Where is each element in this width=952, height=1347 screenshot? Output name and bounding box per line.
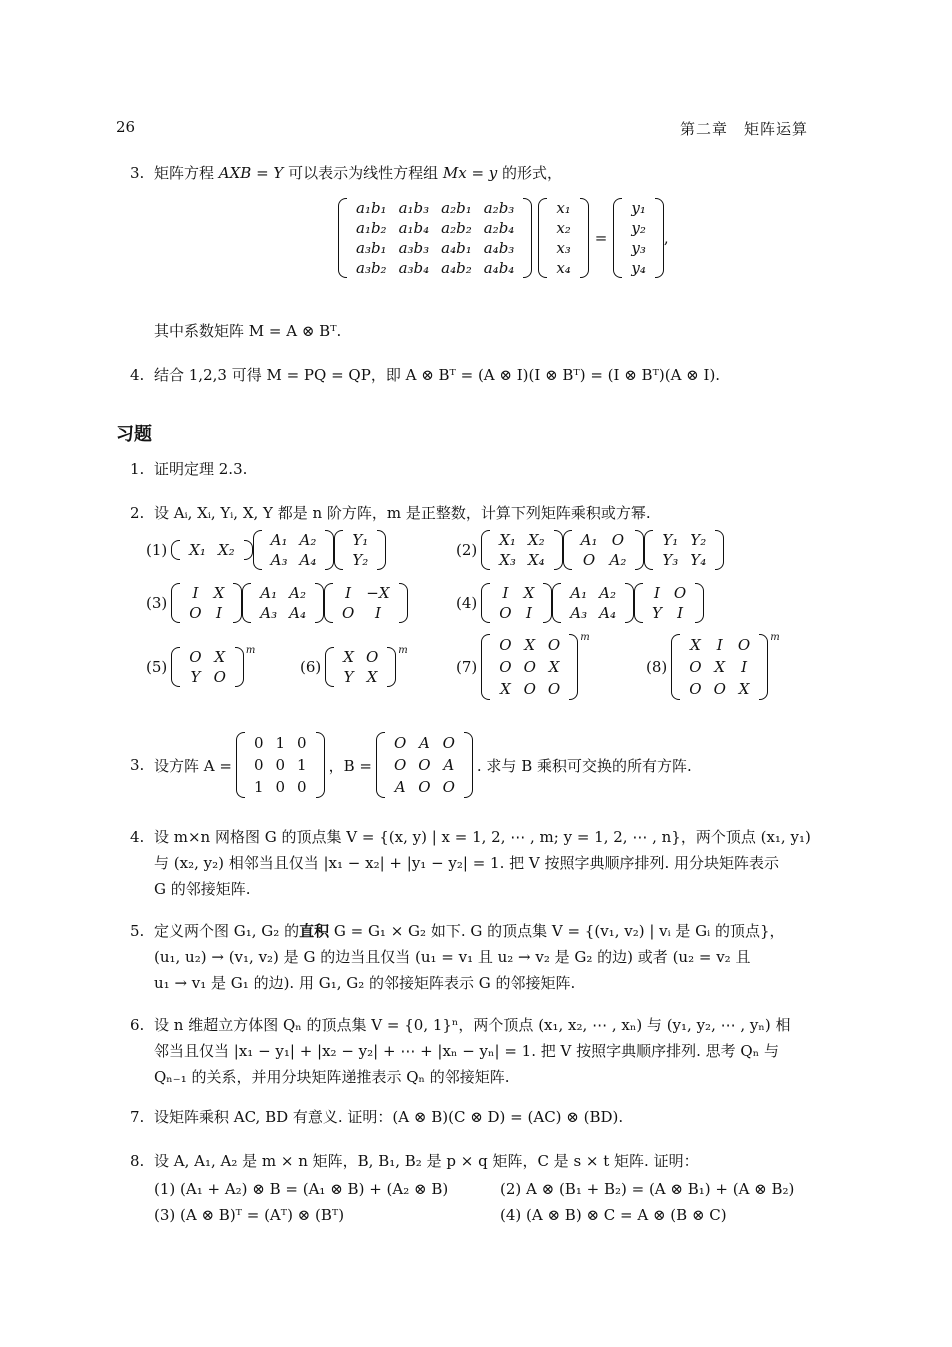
- right-bracket: [523, 198, 532, 278]
- left-bracket: [253, 530, 262, 570]
- equation: Mx = y: [442, 164, 498, 182]
- item-3: [130, 160, 842, 186]
- chapter-header: 第二章 矩阵运算: [680, 120, 809, 138]
- item-number: 4.: [130, 828, 145, 846]
- right-bracket: [233, 583, 242, 623]
- matrix-cell: O: [365, 648, 379, 666]
- right-bracket: [464, 732, 473, 798]
- left-bracket: [324, 583, 333, 623]
- matrix-cell: I: [677, 604, 683, 622]
- matrix: [324, 583, 408, 623]
- matrix-b: [376, 732, 473, 798]
- matrix-cell: O: [499, 658, 512, 676]
- matrix-cell: Y: [190, 668, 201, 686]
- right-bracket: [543, 583, 552, 623]
- exercise-2: [130, 500, 842, 526]
- matrix: [634, 583, 704, 623]
- matrix-cell: X: [523, 584, 535, 602]
- matrix-cell: Y₁: [662, 531, 679, 549]
- left-bracket: [236, 732, 245, 798]
- matrix-cell: I: [374, 604, 381, 622]
- matrix-cell: O: [418, 778, 431, 796]
- matrix-cell: I: [525, 604, 532, 622]
- proof-part-3: (3) (A ⊗ B)ᵀ = (Aᵀ) ⊗ (Bᵀ): [154, 1206, 345, 1224]
- right-bracket: [554, 530, 563, 570]
- matrix-cell: A₂: [609, 551, 627, 569]
- matrix-cell: O: [499, 604, 512, 622]
- left-bracket: [325, 647, 334, 687]
- matrix-cell: X: [738, 680, 750, 698]
- matrix-cell: O: [611, 531, 625, 549]
- matrix-cell: A₁: [580, 531, 598, 549]
- item-text: 矩阵方程: [154, 164, 219, 182]
- matrix-cell: O: [418, 756, 431, 774]
- item-number: 2.: [130, 504, 145, 522]
- matrix-cell: X: [690, 636, 701, 654]
- x-vector: [538, 198, 588, 278]
- matrix: [325, 647, 396, 687]
- left-bracket: [671, 634, 680, 700]
- right-bracket: [635, 530, 644, 570]
- left-bracket: [242, 583, 251, 623]
- left-bracket: [481, 583, 490, 623]
- right-bracket: [759, 634, 768, 700]
- part-3: [146, 583, 408, 623]
- item-number: 3.: [130, 756, 145, 774]
- matrix: [334, 530, 386, 570]
- matrix-cell: I: [345, 584, 352, 602]
- matrix: [481, 634, 578, 700]
- matrix-cell: I: [653, 584, 660, 602]
- item-line: 与 (x₂, y₂) 相邻当且仅当 |x₁ − x₂| + |y₁ − y₂| = 1. 把 V 按照字典顺序排列. 用分块矩阵表示: [154, 854, 780, 872]
- matrix-cell: X₄: [527, 551, 545, 569]
- part-8: [646, 634, 780, 700]
- matrix-cell: I: [716, 636, 723, 654]
- matrix: [644, 530, 724, 570]
- matrix: [481, 530, 562, 570]
- matrix-cell: X₁: [499, 531, 516, 549]
- matrix-cell: A₃: [260, 604, 278, 622]
- vector-cell: y₃: [631, 239, 646, 257]
- right-bracket: [315, 583, 324, 623]
- matrix-a: [236, 732, 325, 798]
- matrix-cell: 1: [253, 778, 264, 796]
- matrix-cell: a₁b₄: [398, 219, 430, 237]
- matrix-cell: 0: [253, 756, 264, 774]
- part-1: [146, 530, 386, 570]
- matrix-cell: 0: [275, 778, 286, 796]
- matrix-cell: O: [213, 668, 226, 686]
- exercise-4: [130, 824, 842, 902]
- matrix-cell: O: [393, 756, 407, 774]
- left-bracket: [171, 647, 180, 687]
- left-bracket: [376, 732, 385, 798]
- item-text: 可以表示为线性方程组: [283, 164, 443, 182]
- exponent: m: [580, 632, 590, 643]
- matrix-cell: −X: [366, 584, 390, 602]
- matrix-cell: 1: [275, 734, 286, 752]
- item-number: 5.: [130, 922, 145, 940]
- comma: ,: [663, 229, 669, 247]
- matrix: [171, 540, 252, 560]
- matrix-cell: a₂b₄: [483, 219, 515, 237]
- part-label: (4): [456, 594, 478, 612]
- matrix-cell: O: [547, 636, 561, 654]
- vector-cell: x₄: [556, 259, 571, 277]
- matrix-cell: a₂b₃: [483, 199, 515, 217]
- matrix-cell: O: [393, 734, 407, 752]
- matrix-cell: a₄b₄: [483, 259, 515, 277]
- matrix-cell: A: [394, 778, 406, 796]
- left-bracket: [338, 198, 347, 278]
- matrix: [253, 530, 335, 570]
- right-bracket: [235, 647, 244, 687]
- matrix: [171, 647, 244, 687]
- right-bracket: [580, 198, 589, 278]
- item-number: 3.: [130, 164, 145, 182]
- matrix-cell: Y₄: [690, 551, 707, 569]
- matrix-cell: a₂b₂: [441, 219, 472, 237]
- matrix-cell: O: [341, 604, 355, 622]
- left-bracket: [563, 530, 572, 570]
- item-line: G = G₁ × G₂ 如下. G 的顶点集 V = {(v₁, v₂) | vᵢ 是 Gᵢ 的顶点}，: [329, 922, 785, 940]
- matrix-cell: X: [548, 658, 560, 676]
- matrix-cell: O: [442, 734, 455, 752]
- matrix-cell: Y₃: [662, 551, 679, 569]
- item-number: 7.: [130, 1108, 145, 1126]
- exponent: m: [770, 632, 780, 643]
- equals-sign: =: [594, 229, 608, 247]
- right-bracket: [244, 540, 253, 560]
- item-text: 结合 1,2,3 可得 M = PQ = QP，即 A ⊗ Bᵀ = (A ⊗ I)(I ⊗ Bᵀ) = (I ⊗ Bᵀ)(A ⊗ I).: [154, 366, 721, 384]
- right-bracket: [316, 732, 325, 798]
- part-4: [456, 583, 704, 623]
- vector-cell: x₂: [556, 219, 571, 237]
- exercise-7: [130, 1104, 842, 1130]
- page-number: 26: [116, 118, 136, 136]
- left-bracket: [481, 530, 490, 570]
- part-label: (1): [146, 541, 168, 559]
- left-bracket: [171, 540, 180, 560]
- part-2: [456, 530, 724, 570]
- matrix-cell: X: [366, 668, 378, 686]
- matrix-cell: a₄b₃: [483, 239, 515, 257]
- coefficient-matrix: [338, 198, 532, 278]
- exercise-8: [130, 1148, 842, 1174]
- item-text: 设 Aᵢ, Xᵢ, Yᵢ, X, Y 都是 n 阶方阵，m 是正整数，计算下列矩阵乘积或方幂.: [154, 504, 651, 522]
- matrix-cell: X: [524, 636, 536, 654]
- item-line: (u₁, u₂) → (v₁, v₂) 是 G 的边当且仅当 (u₁ = v₁ 且 u₂ → v₂ 是 G₂ 的边) 或者 (u₂ = v₂ 且: [154, 948, 751, 966]
- matrix: [171, 583, 242, 623]
- matrix-cell: 0: [275, 756, 286, 774]
- matrix-cell: X₁: [189, 541, 206, 559]
- left-bracket: [334, 530, 343, 570]
- matrix-cell: A: [443, 756, 455, 774]
- left-bracket: [171, 583, 180, 623]
- bold-term: 直积: [299, 922, 330, 940]
- right-bracket: [625, 583, 634, 623]
- item-number: 6.: [130, 1016, 145, 1034]
- matrix-cell: I: [502, 584, 509, 602]
- item-text: 设方阵 A =: [154, 756, 232, 775]
- right-bracket: [387, 647, 396, 687]
- item-text: 证明定理 2.3.: [154, 460, 248, 478]
- item-text: 的形式，: [497, 164, 563, 182]
- matrix-cell: A₃: [570, 604, 588, 622]
- vector-cell: y₄: [631, 259, 646, 277]
- matrix-cell: I: [215, 604, 222, 622]
- matrix: [481, 583, 552, 623]
- matrix-cell: a₂b₁: [441, 199, 472, 217]
- right-bracket: [655, 198, 664, 278]
- right-bracket: [695, 583, 704, 623]
- matrix-cell: 1: [297, 756, 307, 774]
- matrix-cell: a₃b₃: [398, 239, 430, 257]
- part-6: [300, 647, 408, 687]
- matrix-cell: O: [523, 658, 536, 676]
- matrix-cell: a₄b₁: [441, 239, 472, 257]
- right-bracket: [325, 530, 334, 570]
- right-bracket: [399, 583, 408, 623]
- part-label: (5): [146, 658, 168, 676]
- left-bracket: [613, 198, 622, 278]
- matrix-cell: A₁: [270, 531, 288, 549]
- item-text: . 求与 B 乘积可交换的所有方阵.: [476, 756, 692, 775]
- matrix-cell: X: [214, 648, 226, 666]
- item-line: 设 n 维超立方体图 Qₙ 的顶点集 V = {0, 1}ⁿ，两个顶点 (x₁, x₂, ⋯ , xₙ) 与 (y₁, y₂, ⋯ , yₙ) 相: [154, 1016, 791, 1034]
- proof-part-2: (2) A ⊗ (B₁ + B₂) = (A ⊗ B₁) + (A ⊗ B₂): [500, 1180, 795, 1198]
- matrix-cell: A₄: [299, 551, 317, 569]
- matrix-cell: a₄b₂: [441, 259, 472, 277]
- matrix-cell: O: [523, 680, 536, 698]
- item-4: [130, 362, 842, 388]
- matrix-cell: O: [689, 658, 702, 676]
- vector-cell: y₁: [631, 199, 646, 217]
- matrix-cell: Y₁: [352, 531, 369, 549]
- matrix-cell: O: [737, 636, 751, 654]
- exponent: m: [398, 645, 408, 656]
- proof-part-1: (1) (A₁ + A₂) ⊗ B = (A₁ ⊗ B) + (A₂ ⊗ B): [154, 1180, 449, 1198]
- matrix-cell: O: [189, 604, 202, 622]
- exercise-3: [130, 732, 692, 798]
- matrix-cell: O: [499, 636, 512, 654]
- vector-cell: x₃: [556, 239, 571, 257]
- part-5: [146, 647, 255, 687]
- matrix-equation: [338, 198, 669, 278]
- vector-cell: y₂: [631, 219, 646, 237]
- matrix-cell: Y₂: [690, 531, 707, 549]
- item-text: 其中系数矩阵 M = A ⊗ Bᵀ.: [154, 322, 342, 340]
- right-bracket: [715, 530, 724, 570]
- matrix-cell: O: [582, 551, 596, 569]
- matrix-cell: Y₂: [352, 551, 369, 569]
- matrix: [671, 634, 768, 700]
- matrix: [242, 583, 324, 623]
- matrix-cell: X: [714, 658, 726, 676]
- matrix-cell: X: [213, 584, 225, 602]
- part-label: (3): [146, 594, 168, 612]
- matrix-cell: O: [442, 778, 455, 796]
- equation: AXB = Y: [218, 164, 284, 182]
- exercise-1: [130, 456, 842, 482]
- item-number: 8.: [130, 1152, 145, 1170]
- matrix-cell: Y: [343, 668, 354, 686]
- matrix-cell: a₁b₂: [356, 219, 387, 237]
- vector-cell: x₁: [556, 199, 571, 217]
- y-vector: [613, 198, 664, 278]
- part-label: (8): [646, 658, 668, 676]
- part-label: (2): [456, 541, 478, 559]
- matrix-cell: X₃: [499, 551, 516, 569]
- item-line: 邻当且仅当 |x₁ − y₁| + |x₂ − y₂| + ⋯ + |xₙ − yₙ| = 1. 把 V 按照字典顺序排列. 思考 Qₙ 与: [154, 1042, 779, 1060]
- coef-line: [130, 318, 842, 344]
- matrix-cell: a₁b₃: [398, 199, 430, 217]
- matrix-cell: X: [500, 680, 511, 698]
- item-line: G 的邻接矩阵.: [154, 880, 251, 898]
- part-7: [456, 634, 590, 700]
- matrix-cell: a₃b₄: [398, 259, 430, 277]
- left-bracket: [552, 583, 561, 623]
- matrix-cell: A₂: [299, 531, 317, 549]
- item-line: 定义两个图 G₁, G₂ 的: [154, 922, 300, 940]
- matrix-cell: X: [343, 648, 354, 666]
- matrix-cell: O: [547, 680, 561, 698]
- right-bracket: [569, 634, 578, 700]
- matrix-cell: A₄: [599, 604, 616, 622]
- matrix-cell: A₃: [270, 551, 288, 569]
- exercise-6: [130, 1012, 842, 1090]
- matrix-cell: A₁: [570, 584, 588, 602]
- matrix-cell: Y: [651, 604, 662, 622]
- left-bracket: [538, 198, 547, 278]
- item-line: 设 m×n 网格图 G 的顶点集 V = {(x, y) | x = 1, 2, ⋯ , m; y = 1, 2, ⋯ , n}，两个顶点 (x₁, y₁): [154, 828, 811, 846]
- matrix-cell: A₂: [289, 584, 306, 602]
- matrix: [563, 530, 645, 570]
- left-bracket: [634, 583, 643, 623]
- matrix-cell: A₂: [599, 584, 616, 602]
- matrix-cell: a₃b₁: [356, 239, 387, 257]
- matrix-cell: A₁: [260, 584, 278, 602]
- matrix-cell: X₂: [217, 541, 235, 559]
- part-label: (7): [456, 658, 478, 676]
- exercise-5: [130, 918, 842, 996]
- matrix-cell: 0: [297, 778, 307, 796]
- item-line: u₁ → v₁ 是 G₁ 的边). 用 G₁, G₂ 的邻接矩阵表示 G 的邻接矩阵.: [154, 974, 576, 992]
- left-bracket: [481, 634, 490, 700]
- item-number: 4.: [130, 366, 145, 384]
- matrix-cell: O: [189, 648, 202, 666]
- matrix-cell: O: [673, 584, 687, 602]
- matrix: [552, 583, 634, 623]
- matrix-cell: a₃b₂: [356, 259, 387, 277]
- matrix-cell: A: [419, 734, 430, 752]
- item-number: 1.: [130, 460, 145, 478]
- section-title: 习题: [116, 424, 152, 445]
- matrix-cell: O: [713, 680, 726, 698]
- matrix-cell: I: [192, 584, 199, 602]
- matrix-cell: 0: [297, 734, 307, 752]
- proof-part-4: (4) (A ⊗ B) ⊗ C = A ⊗ (B ⊗ C): [500, 1206, 727, 1224]
- matrix-cell: I: [741, 658, 747, 676]
- left-bracket: [644, 530, 653, 570]
- right-bracket: [377, 530, 386, 570]
- exponent: m: [245, 645, 256, 656]
- matrix-cell: X₂: [527, 531, 545, 549]
- item-text: 设 A, A₁, A₂ 是 m × n 矩阵，B, B₁, B₂ 是 p × q 矩阵，C 是 s × t 矩阵. 证明：: [154, 1152, 699, 1170]
- part-label: (6): [300, 658, 322, 676]
- item-text: 设矩阵乘积 AC, BD 有意义. 证明：(A ⊗ B)(C ⊗ D) = (AC) ⊗ (BD).: [154, 1108, 624, 1126]
- matrix-cell: a₁b₁: [356, 199, 387, 217]
- item-text: ，B =: [328, 756, 372, 775]
- matrix-cell: 0: [253, 734, 264, 752]
- matrix-cell: A₄: [289, 604, 306, 622]
- item-line: Qₙ₋₁ 的关系，并用分块矩阵递推表示 Qₙ 的邻接矩阵.: [154, 1068, 510, 1086]
- matrix-cell: O: [689, 680, 702, 698]
